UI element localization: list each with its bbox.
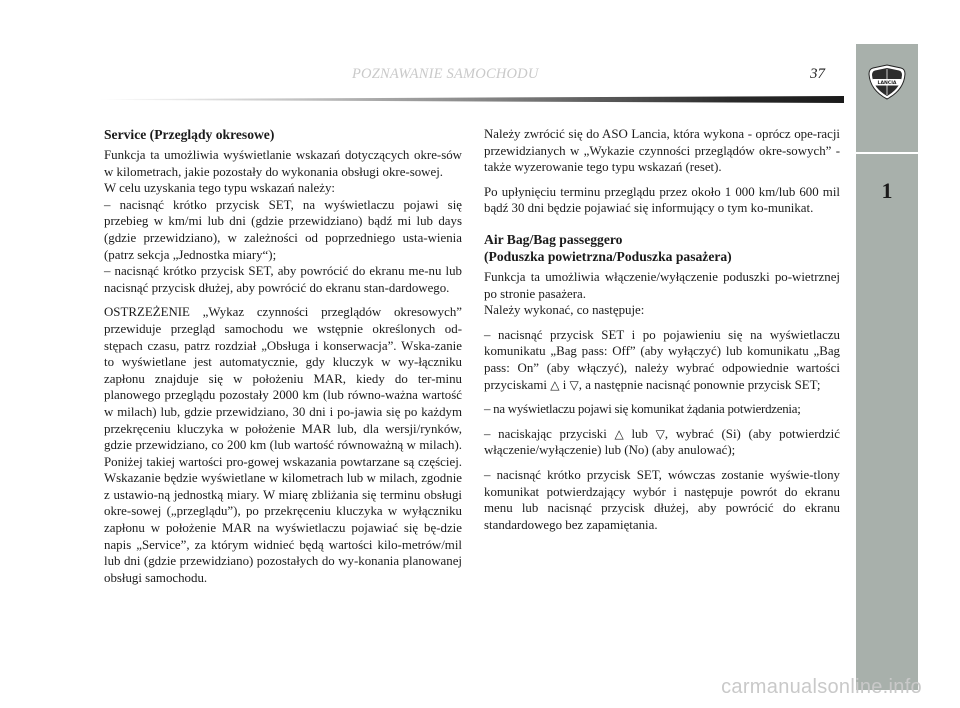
airbag-heading <box>484 231 840 265</box>
airbag-step-3-text-a: – naciskając przyciski <box>484 426 607 441</box>
service-intro-paragraph: Funkcja ta umożliwia wyświetlanie wskazań dotyczących okre-sów w kilometrach, jakie pozostały do wykonania obsługi okre-sowej. <box>104 148 462 179</box>
airbag-step-1-text-a: – nacisnąć przycisk SET i po pojawieniu się na wyświetlaczu komunikatu „Bag pass: Off” (aby wyłączyć) lub komunikatu „Bag pass: On” (aby włączyć), należy wybrać odpowiednie wartości przyciskami <box>484 327 840 392</box>
service-step-2: – nacisnąć krótko przycisk SET, aby powrócić do ekranu me-nu lub nacisnąć przycisk dłużej, aby powrócić do ekranu stan-dardowego. <box>104 264 462 295</box>
overdue-paragraph: Po upłynięciu terminu przeglądu przez około 1 000 km/lub 600 mil bądź 30 dni będzie pojawiać się informujący o tym ko-munikat. <box>484 184 840 216</box>
service-step-1: – nacisnąć krótko przycisk SET, na wyświetlaczu pojawi się przebieg w km/mi lub dni (gdzie przewidziano) bądź mi lub days (gdzie przewidziano), w zależności od poprzedniego usta-wienia (patrz sekcja „Jednostka miary“); <box>104 197 462 262</box>
service-instruction-paragraph: W celu uzyskania tego typu wskazań należy: <box>104 181 335 196</box>
header-rule <box>100 96 844 103</box>
airbag-heading-line-2: (Poduszka powietrzna/Poduszka pasażera) <box>484 248 732 264</box>
svg-text:LANCIA: LANCIA <box>877 81 897 87</box>
down-triangle-icon: ▽ <box>655 426 665 441</box>
airbag-step-4: – nacisnąć krótko przycisk SET, wówczas zostanie wyświe-tlony komunikat potwierdzający wybór i następuje powrót do ekranu menu lub nacisnąć przycisk dłużej, aby powrócić do ekranu standardowego bez zapamiętania. <box>484 467 840 532</box>
right-column <box>484 126 840 541</box>
airbag-step-2: – na wyświetlaczu pojawi się komunikat żądania potwierdzenia; <box>484 402 801 417</box>
up-triangle-icon: △ <box>550 377 560 392</box>
page-number: 37 <box>810 66 825 82</box>
airbag-step-3-text-b: , wybrać (Si) (aby potwierdzić włączenie/wyłączenie) lub (No) (aby anulować); <box>484 426 840 458</box>
chapter-side-tab <box>856 44 918 690</box>
airbag-heading-line-1: Air Bag/Bag passeggero <box>484 231 623 247</box>
service-heading: Service (Przeglądy okresowe) <box>104 127 275 142</box>
down-triangle-icon: ▽ <box>569 377 579 392</box>
airbag-step-3 <box>484 426 840 459</box>
airbag-step-3-conjunction: lub <box>631 426 648 441</box>
watermark-text: carmanualsonline.info <box>721 676 922 698</box>
section-title: POZNAWANIE SAMOCHODU <box>352 66 539 82</box>
chapter-number: 1 <box>881 178 893 203</box>
airbag-function-paragraph: Funkcja ta umożliwia włączenie/wyłączenie poduszki po-wietrznej po stronie pasażera. <box>484 269 840 301</box>
page-header <box>0 0 960 110</box>
left-column <box>104 126 462 594</box>
service-warning-paragraph: OSTRZEŻENIE „Wykaz czynności przeglądów okresowych” przewiduje przegląd samochodu we wstępnie określonych od-stępach czasu, patrz rozdział „Obsługa i konserwacja”. Wska-zanie to wyświetlane jest automatycznie, gdy kluczyk w wy-łączniku zapłonu znajduje się w położeniu MAR, kiedy do ter-minu planowego przeglądu pozostały 2000 km (lub równo-ważna wartość w milach) lub, gdzie przewidziano, 30 dni i po-jawia się po każdym przekręceniu kluczyka w położenie MAR lub, dla wersji/rynków, gdzie przewidziano, co 200 km (lub wartość równoważną w milach). Poniżej takiej wartości pro-gowej wskazania powtarzane są częściej. Wskazanie będzie wyświetlane w kilometrach lub w milach, zgodnie z ustawio-ną jednostką miary. W miarę zbliżania się terminu obsługi okre-sowej („przeglądu”), po przekręceniu kluczyka w wyłączniku zapłonu w położenie MAR na wyświetlaczu pojawiać się bę-dzie napis „Service”, za którym widnieć będą wartości kilo-metrów/mil lub dni (gdzie przewidziano) pozostałych do wy-konania planowanej obsługi samochodu. <box>104 305 462 585</box>
airbag-step-1-text-b: , a następnie nacisnąć ponownie przycisk SET; <box>578 377 821 392</box>
aso-paragraph: Należy zwrócić się do ASO Lancia, która wykona - oprócz ope-racji przewidzianych w „Wykazie czynności przeglądów okre-sowych” - także wyzerowanie tego typu wskazań (reset). <box>484 127 840 175</box>
up-triangle-icon: △ <box>614 426 624 441</box>
airbag-step-1 <box>484 327 840 393</box>
lancia-shield-icon <box>868 64 906 100</box>
airbag-step-1-conjunction: i <box>562 377 567 392</box>
airbag-instruction-paragraph: Należy wykonać, co następuje: <box>484 303 645 318</box>
side-tab-divider <box>856 152 918 154</box>
